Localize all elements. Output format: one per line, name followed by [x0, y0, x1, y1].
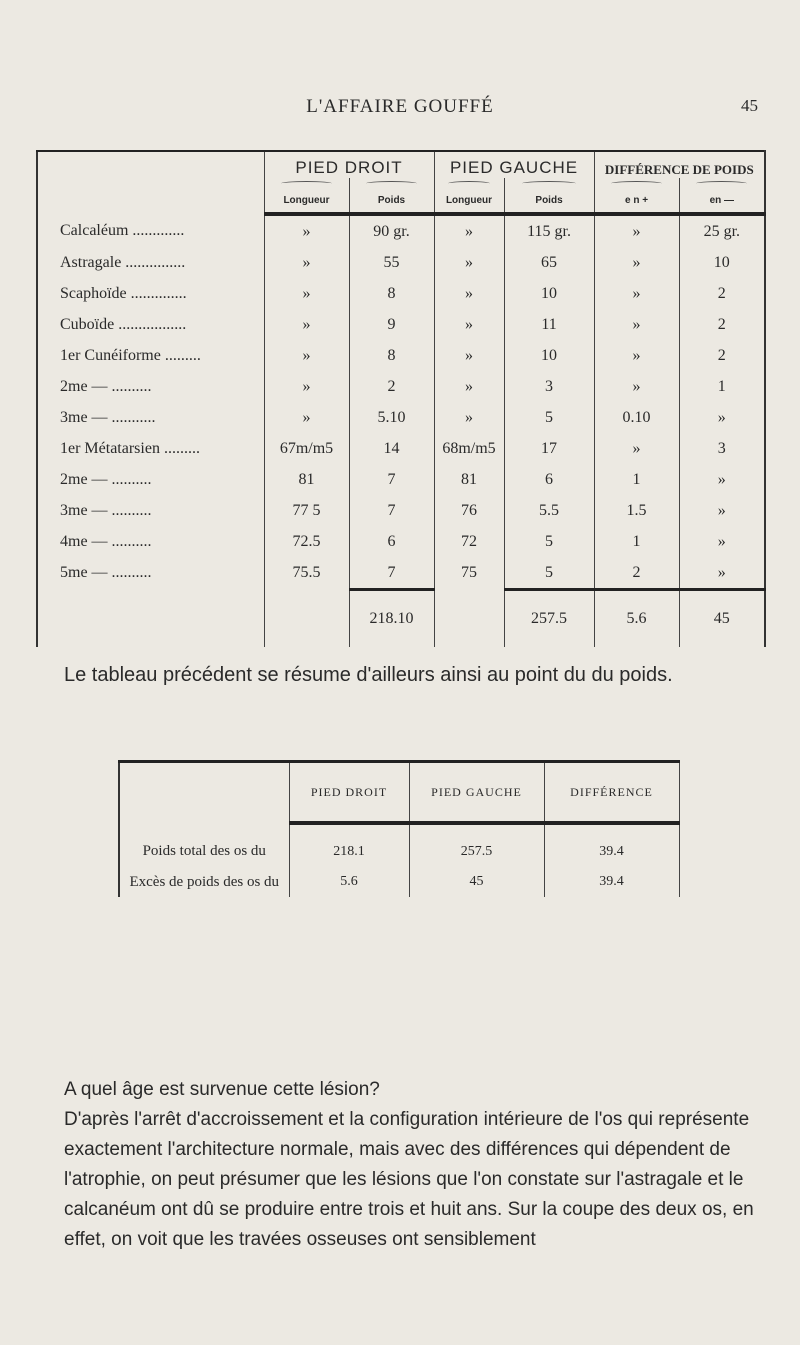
table-cell: 68m/m5: [434, 433, 504, 464]
table-cell: 3: [679, 433, 765, 464]
table1-corner: [37, 151, 264, 178]
table-cell: 77 5: [264, 495, 349, 526]
table-cell: »: [594, 309, 679, 340]
table-cell: »: [594, 278, 679, 309]
table-row: [37, 278, 765, 309]
table-row: [37, 309, 765, 340]
table-cell: 1: [594, 464, 679, 495]
table2-header-pied-droit: PIED DROIT: [289, 762, 409, 824]
table-row: [37, 464, 765, 495]
question-line: A quel âge est survenue cette lésion?: [64, 1079, 380, 1100]
table-cell: 218.1: [289, 823, 409, 867]
table-cell: 65: [504, 247, 594, 278]
table-row: [37, 214, 765, 247]
table-row: [37, 557, 765, 590]
table-cell: 7: [349, 495, 434, 526]
table-row: [119, 823, 679, 867]
table-row: [37, 495, 765, 526]
table-cell: 2: [679, 340, 765, 371]
table-cell: 25 gr.: [679, 214, 765, 247]
table-cell: 6: [349, 526, 434, 557]
table-cell: »: [679, 402, 765, 433]
table-cell: 72: [434, 526, 504, 557]
row-label: Cuboïde .................: [37, 309, 264, 340]
table-cell: 72.5: [264, 526, 349, 557]
table-cell: »: [264, 247, 349, 278]
brace-spacer: [37, 178, 264, 188]
row-label: Astragale ...............: [37, 247, 264, 278]
table-cell: 10: [504, 278, 594, 309]
page-number: 45: [741, 96, 758, 115]
table-cell: 5.10: [349, 402, 434, 433]
table-cell: 1: [679, 371, 765, 402]
total-cell: 257.5: [504, 590, 594, 648]
table-cell: 7: [349, 464, 434, 495]
brace-mark: [349, 178, 434, 188]
total-cell: 218.10: [349, 590, 434, 648]
table-cell: »: [434, 402, 504, 433]
table-cell: 10: [504, 340, 594, 371]
table-cell: 55: [349, 247, 434, 278]
brace-mark: [504, 178, 594, 188]
table-cell: »: [434, 278, 504, 309]
total-label: [37, 590, 264, 648]
summary-paragraph: Le tableau précédent se résume d'ailleurs ainsi au point du du poids.: [64, 664, 673, 686]
table-cell: 39.4: [544, 823, 679, 867]
brace-mark: [679, 178, 765, 188]
total-cell: [434, 590, 504, 648]
row-label: 3me — ..........: [37, 495, 264, 526]
subheader-difference-plus: e n +: [594, 188, 679, 214]
row-label: 1er Cunéiforme .........: [37, 340, 264, 371]
brace-mark: [434, 178, 504, 188]
subheader-longueur-gauche: Longueur: [434, 188, 504, 214]
group-header-difference: DIFFÉRENCE DE POIDS: [594, 151, 765, 178]
row-label: Calcaléum .............: [37, 214, 264, 247]
table-row: [37, 402, 765, 433]
group-header-pied-gauche: PIED GAUCHE: [434, 151, 594, 178]
table-cell: »: [594, 371, 679, 402]
table-cell: 45: [409, 867, 544, 897]
table-row: [37, 340, 765, 371]
table-row: [37, 371, 765, 402]
table-cell: »: [594, 214, 679, 247]
table-cell: 1: [594, 526, 679, 557]
table-cell: 2: [679, 278, 765, 309]
row-label: Excès de poids des os du: [119, 867, 289, 897]
table-cell: 5: [504, 557, 594, 590]
total-cell: 45: [679, 590, 765, 648]
table-cell: 257.5: [409, 823, 544, 867]
table-cell: »: [594, 340, 679, 371]
table-cell: »: [264, 309, 349, 340]
row-label: 5me — ..........: [37, 557, 264, 590]
table-cell: »: [679, 557, 765, 590]
table2-header-pied-gauche: PIED GAUCHE: [409, 762, 544, 824]
total-cell: [264, 590, 349, 648]
table-cell: »: [679, 495, 765, 526]
table-cell: 75.5: [264, 557, 349, 590]
brace-mark: [594, 178, 679, 188]
table-cell: »: [264, 402, 349, 433]
group-header-pied-droit: PIED DROIT: [264, 151, 434, 178]
subheader-difference-minus: en —: [679, 188, 765, 214]
table-cell: 8: [349, 340, 434, 371]
table-cell: 67m/m5: [264, 433, 349, 464]
table2-corner: [119, 762, 289, 824]
body-text: [64, 1075, 764, 1255]
table-cell: 14: [349, 433, 434, 464]
table-cell: »: [434, 214, 504, 247]
table-cell: »: [434, 340, 504, 371]
table-cell: 5: [504, 402, 594, 433]
table-cell: »: [679, 526, 765, 557]
table-cell: »: [434, 247, 504, 278]
table-cell: 8: [349, 278, 434, 309]
running-title: L'AFFAIRE GOUFFÉ: [306, 96, 494, 117]
row-label: Poids total des os du: [119, 823, 289, 867]
table-cell: 5.6: [289, 867, 409, 897]
table-cell: 90 gr.: [349, 214, 434, 247]
brace-mark: [264, 178, 349, 188]
table-cell: 10: [679, 247, 765, 278]
table-row: [37, 247, 765, 278]
table-cell: »: [679, 464, 765, 495]
table-cell: 81: [264, 464, 349, 495]
table-cell: 11: [504, 309, 594, 340]
table-cell: 39.4: [544, 867, 679, 897]
body-paragraph: D'après l'arrêt d'accroissement et la configuration intérieure de l'os qui représente exactement l'architecture normale, mais avec des différences qui dépendent de l'atrophie, on peut présumer que les lésions que l'on constate sur l'astragale et le calcanéum ont dû se produire entre trois et huit ans. Sur la coupe des deux os, en effet, on voit que les travées osseuses ont sensiblement: [64, 1109, 754, 1250]
table-cell: »: [434, 371, 504, 402]
table-row: [37, 526, 765, 557]
table-cell: 2: [349, 371, 434, 402]
table-cell: 5.5: [504, 495, 594, 526]
subheader-blank: [37, 188, 264, 214]
row-label: 1er Métatarsien .........: [37, 433, 264, 464]
row-label: 4me — ..........: [37, 526, 264, 557]
table-cell: »: [264, 214, 349, 247]
page-header: [0, 96, 800, 120]
row-label: Scaphoïde ..............: [37, 278, 264, 309]
table2-header-difference: DIFFÉRENCE: [544, 762, 679, 824]
table-cell: »: [264, 340, 349, 371]
table-cell: »: [434, 309, 504, 340]
table-cell: 2: [594, 557, 679, 590]
table1-total-row: [37, 590, 765, 648]
table-cell: 115 gr.: [504, 214, 594, 247]
table1-body: [37, 214, 765, 590]
table-cell: 6: [504, 464, 594, 495]
table-cell: 81: [434, 464, 504, 495]
table-cell: »: [594, 247, 679, 278]
table-cell: 17: [504, 433, 594, 464]
table-row: [119, 867, 679, 897]
row-label: 2me — ..........: [37, 464, 264, 495]
table-cell: 75: [434, 557, 504, 590]
table-cell: »: [264, 278, 349, 309]
table-cell: »: [594, 433, 679, 464]
table-cell: 3: [504, 371, 594, 402]
table-row: [37, 433, 765, 464]
row-label: 2me — ..........: [37, 371, 264, 402]
bone-weight-table: [36, 150, 766, 647]
subheader-poids-droit: Poids: [349, 188, 434, 214]
subheader-longueur-droit: Longueur: [264, 188, 349, 214]
summary-table: [118, 760, 680, 897]
table-cell: 9: [349, 309, 434, 340]
subheader-poids-gauche: Poids: [504, 188, 594, 214]
table-cell: »: [264, 371, 349, 402]
table-cell: 1.5: [594, 495, 679, 526]
total-cell: 5.6: [594, 590, 679, 648]
table-cell: 5: [504, 526, 594, 557]
table-cell: 7: [349, 557, 434, 590]
row-label: 3me — ...........: [37, 402, 264, 433]
table-cell: 76: [434, 495, 504, 526]
table-cell: 2: [679, 309, 765, 340]
table-cell: 0.10: [594, 402, 679, 433]
